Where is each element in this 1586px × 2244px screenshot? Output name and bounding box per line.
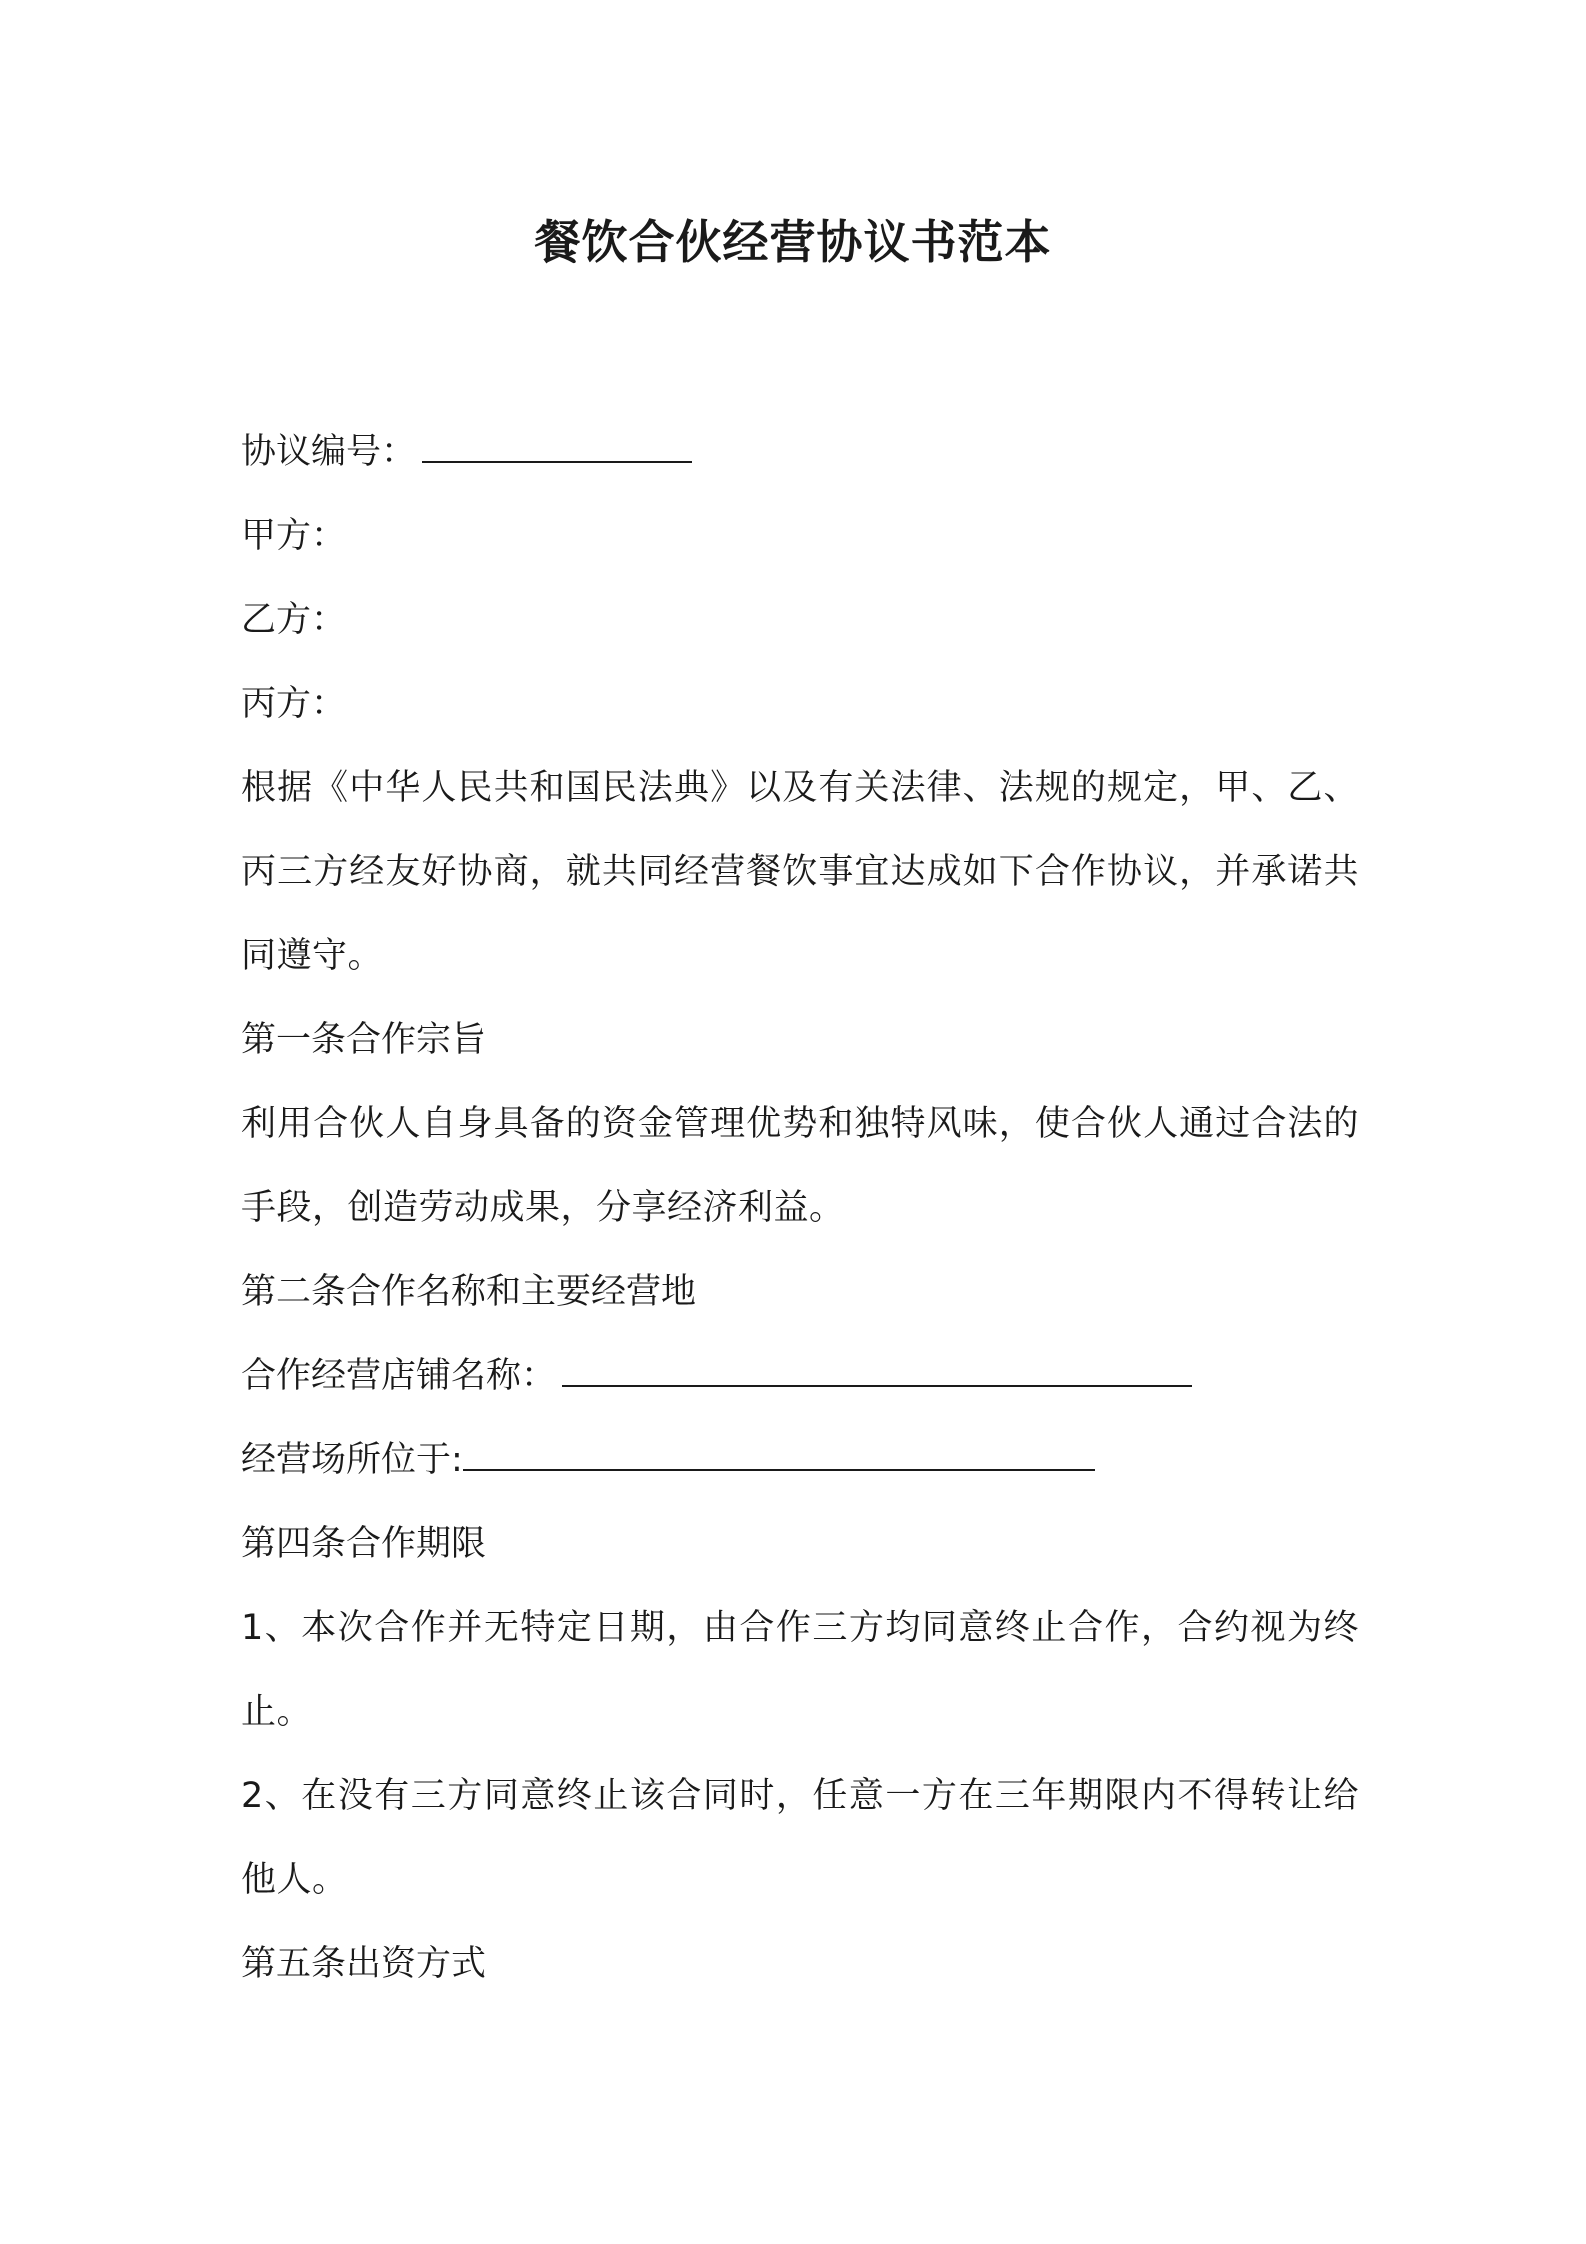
- store-name-label: 合作经营店铺名称：: [241, 1356, 557, 1396]
- party-b-line: 乙方：: [241, 600, 347, 640]
- party-a-line: 甲方：: [241, 516, 347, 556]
- document-body: [241, 410, 1359, 2006]
- party-c-line: 丙方：: [241, 684, 347, 724]
- article-1-heading: 第一条合作宗旨: [241, 1020, 487, 1060]
- agreement-number-line: [241, 410, 1359, 494]
- location-label: 经营场所位于:: [241, 1440, 463, 1480]
- article-2-heading: 第二条合作名称和主要经营地: [241, 1272, 697, 1312]
- agreement-number-blank: [422, 431, 692, 463]
- article-4-heading: 第四条合作期限: [241, 1524, 487, 1564]
- article-1-text: 利用合伙人自身具备的资金管理优势和独特风味，使合伙人通过合法的手段，创造劳动成果，分享经济利益。: [241, 1104, 1359, 1228]
- article-4-item-1: 1、本次合作并无特定日期，由合作三方均同意终止合作，合约视为终止。: [241, 1608, 1359, 1732]
- article-4-item-2: 2、在没有三方同意终止该合同时，任意一方在三年期限内不得转让给他人。: [241, 1776, 1359, 1900]
- store-name-blank: [562, 1355, 1192, 1387]
- document-title: 餐饮合伙经营协议书范本: [534, 215, 1052, 269]
- preamble-paragraph: 根据《中华人民共和国民法典》以及有关法律、法规的规定，甲、乙、丙三方经友好协商，就共同经营餐饮事宜达成如下合作协议，并承诺共同遵守。: [241, 768, 1359, 976]
- article-5-heading: 第五条出资方式: [241, 1944, 487, 1984]
- location-blank: [463, 1439, 1095, 1471]
- store-name-line: [241, 1334, 1359, 1418]
- agreement-number-label: 协议编号：: [241, 432, 417, 472]
- location-line: [241, 1418, 1359, 1502]
